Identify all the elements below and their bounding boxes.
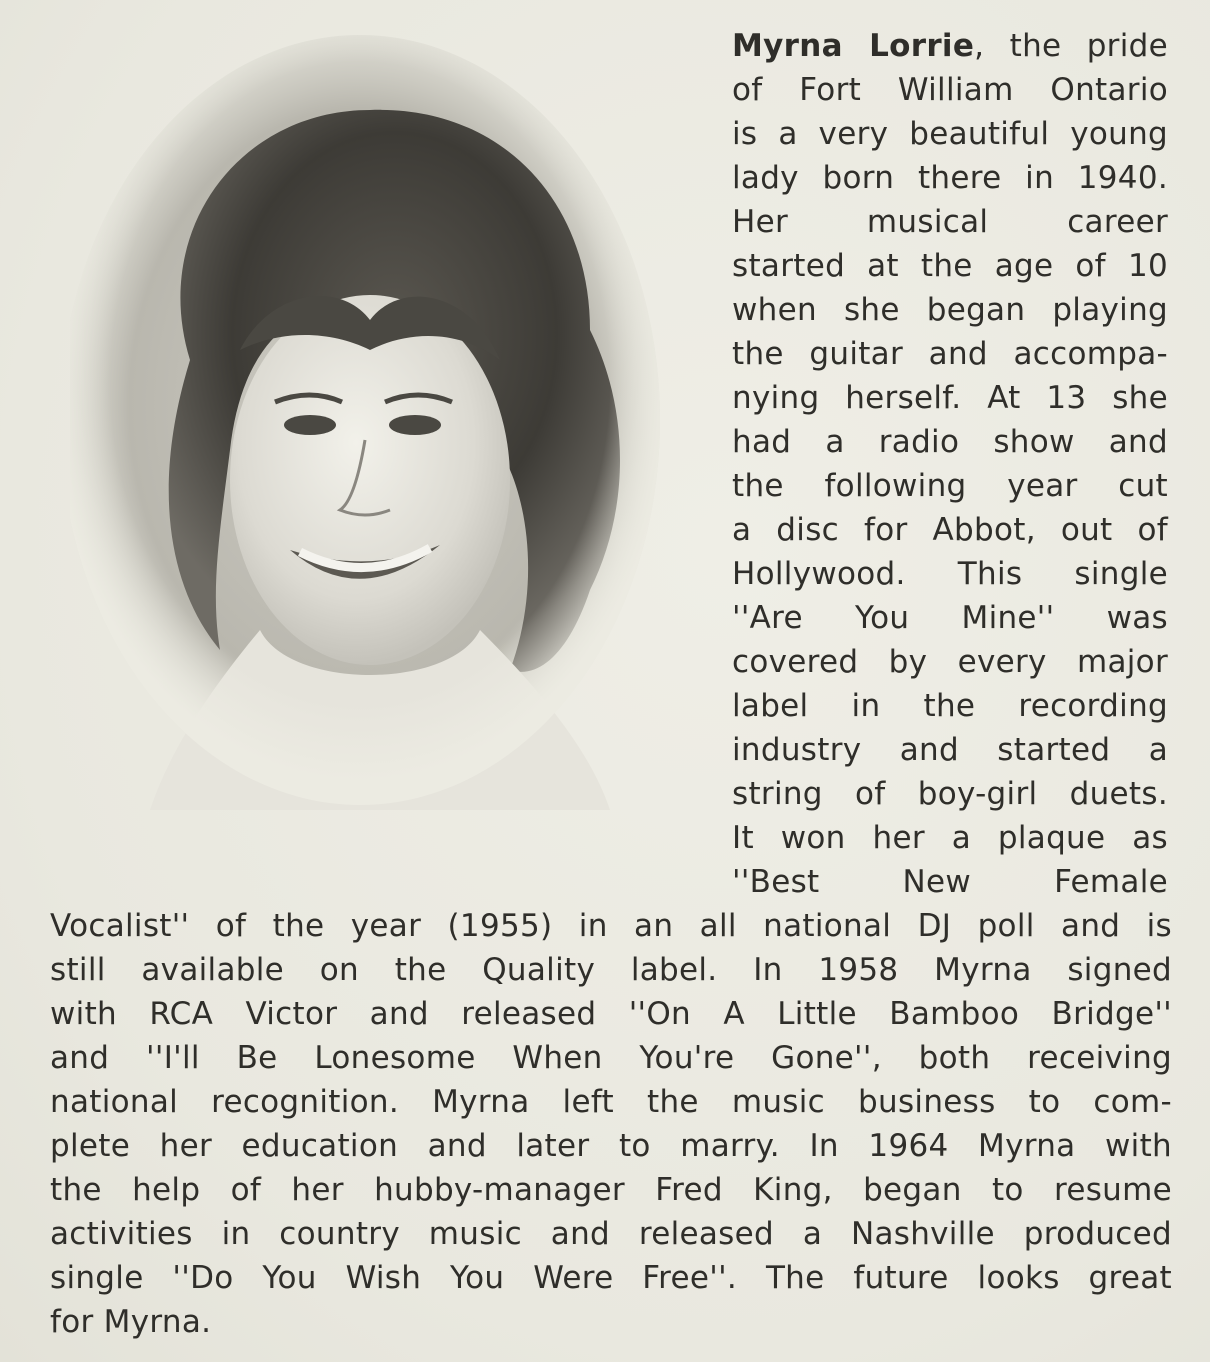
article-line: string of boy-girl duets. [732, 776, 1168, 812]
article-line: of Fort William Ontario [732, 72, 1168, 108]
article-line: started at the age of 10 [732, 248, 1168, 284]
article-line: Her musical career [732, 204, 1168, 240]
article-line: when she began playing [732, 292, 1168, 328]
article-line: Vocalist'' of the year (1955) in an all national DJ poll and is [50, 908, 1172, 944]
article-line: It won her a plaque as [732, 820, 1168, 856]
article-line-last: for Myrna. [50, 1304, 212, 1340]
article-line: and ''I'll Be Lonesome When You're Gone'', both receiving [50, 1040, 1172, 1076]
article-line: national recognition. Myrna left the music business to com- [50, 1084, 1172, 1120]
article-line: is a very beautiful young [732, 116, 1168, 152]
article-line: activities in country music and released a Nashville produced [50, 1216, 1172, 1252]
article-line: label in the recording [732, 688, 1168, 724]
article-line: lady born there in 1940. [732, 160, 1168, 196]
article-line: plete her education and later to marry. In 1964 Myrna with [50, 1128, 1172, 1164]
article-line: the following year cut [732, 468, 1168, 504]
article-line: still available on the Quality label. In 1958 Myrna signed [50, 952, 1172, 988]
article-line: single ''Do You Wish You Were Free''. The future looks great [50, 1260, 1172, 1296]
article-line: had a radio show and [732, 424, 1168, 460]
article-line: industry and started a [732, 732, 1168, 768]
article-line: the guitar and accompa- [732, 336, 1168, 372]
article-line-first: Myrna Lorrie, the pride [732, 28, 1168, 64]
article-line: nying herself. At 13 she [732, 380, 1168, 416]
article-line: Hollywood. This single [732, 556, 1168, 592]
article-line: ''Are You Mine'' was [732, 600, 1168, 636]
portrait-photo [70, 30, 670, 810]
article-line: covered by every major [732, 644, 1168, 680]
article-line: with RCA Victor and released ''On A Little Bamboo Bridge'' [50, 996, 1172, 1032]
article-line: the help of her hubby-manager Fred King, began to resume [50, 1172, 1172, 1208]
article-line: ''Best New Female [732, 864, 1168, 900]
article-line: a disc for Abbot, out of [732, 512, 1168, 548]
subject-name: Myrna Lorrie [732, 28, 975, 64]
